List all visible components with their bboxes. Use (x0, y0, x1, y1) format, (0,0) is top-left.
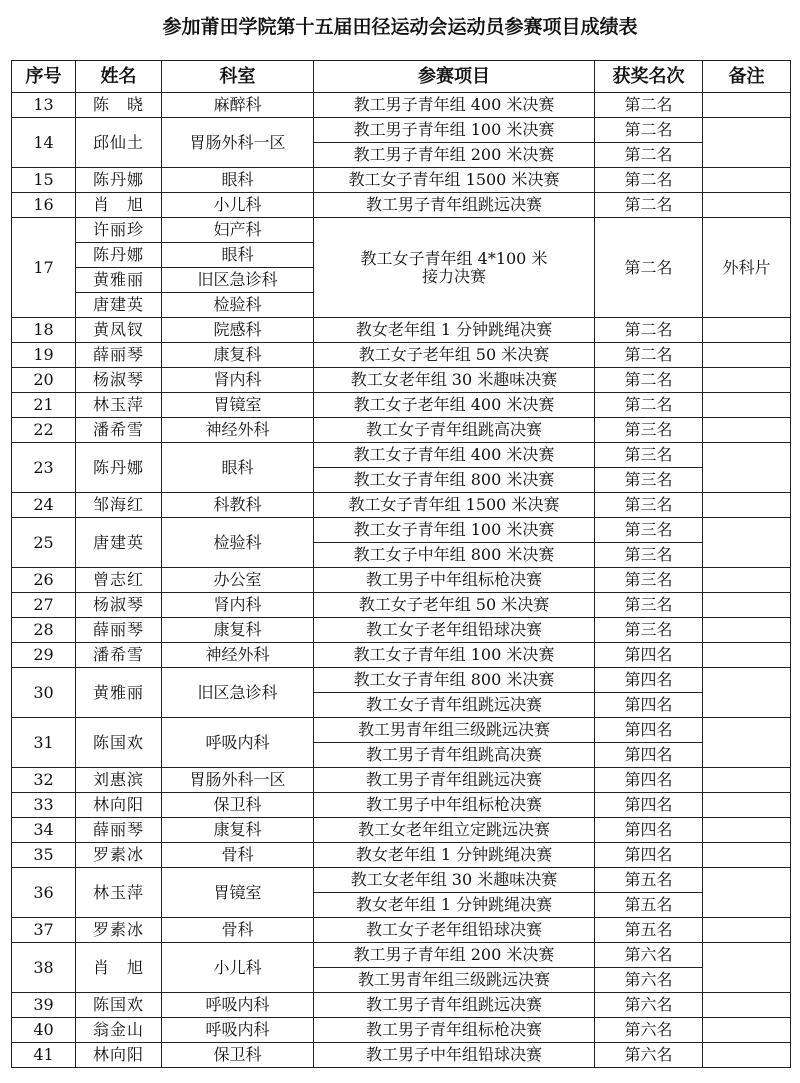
table-row (12, 918, 791, 943)
cell-name: 邱仙土 (76, 118, 162, 168)
cell-rank: 第四名 (595, 843, 703, 868)
cell-no: 27 (12, 593, 76, 618)
cell-event: 教工女老年组 30 米趣味决赛 (314, 868, 595, 893)
cell-rank: 第六名 (595, 943, 703, 968)
table-row (12, 993, 791, 1018)
cell-name: 肖 旭 (76, 193, 162, 218)
cell-note (703, 1018, 791, 1043)
cell-note (703, 618, 791, 643)
cell-dept: 胃镜室 (162, 868, 314, 918)
cell-name: 唐建英 (76, 518, 162, 568)
cell-no: 25 (12, 518, 76, 568)
cell-no: 24 (12, 493, 76, 518)
cell-no: 39 (12, 993, 76, 1018)
cell-rank: 第二名 (595, 343, 703, 368)
cell-no: 13 (12, 93, 76, 118)
cell-event: 教工男子青年组跳远决赛 (314, 993, 595, 1018)
cell-name: 陈丹娜 (76, 168, 162, 193)
cell-name: 薛丽琴 (76, 343, 162, 368)
cell-event: 教女老年组 1 分钟跳绳决赛 (314, 318, 595, 343)
cell-dept: 麻醉科 (162, 93, 314, 118)
cell-event: 教工女老年组 30 米趣味决赛 (314, 368, 595, 393)
cell-event: 教工男子青年组跳远决赛 (314, 193, 595, 218)
cell-dept: 办公室 (162, 568, 314, 593)
table-row (12, 168, 791, 193)
header-event: 参赛项目 (314, 61, 595, 93)
cell-rank: 第四名 (595, 793, 703, 818)
table-row (12, 568, 791, 593)
cell-no: 23 (12, 443, 76, 493)
cell-event: 教工女子青年组 800 米决赛 (314, 468, 595, 493)
cell-rank: 第三名 (595, 593, 703, 618)
cell-name: 黄雅丽 (76, 268, 162, 293)
cell-no: 30 (12, 668, 76, 718)
cell-no: 40 (12, 1018, 76, 1043)
cell-event: 教工女子青年组 1500 米决赛 (314, 493, 595, 518)
cell-name: 黄雅丽 (76, 668, 162, 718)
cell-name: 邹海红 (76, 493, 162, 518)
cell-no: 37 (12, 918, 76, 943)
table-row (12, 118, 791, 143)
cell-dept: 保卫科 (162, 793, 314, 818)
cell-no: 28 (12, 618, 76, 643)
cell-rank: 第二名 (595, 393, 703, 418)
cell-name: 罗素冰 (76, 843, 162, 868)
cell-name: 黄凤钗 (76, 318, 162, 343)
cell-event: 教工男青年组三级跳远决赛 (314, 718, 595, 743)
cell-note (703, 868, 791, 918)
cell-name: 陈丹娜 (76, 443, 162, 493)
cell-no: 14 (12, 118, 76, 168)
cell-name: 翁金山 (76, 1018, 162, 1043)
cell-no: 35 (12, 843, 76, 868)
cell-dept: 检验科 (162, 518, 314, 568)
cell-rank: 第五名 (595, 893, 703, 918)
cell-rank: 第六名 (595, 1018, 703, 1043)
cell-no: 18 (12, 318, 76, 343)
cell-no: 15 (12, 168, 76, 193)
cell-event: 教女老年组 1 分钟跳绳决赛 (314, 893, 595, 918)
cell-event: 教工女子老年组 400 米决赛 (314, 393, 595, 418)
cell-no: 20 (12, 368, 76, 393)
cell-rank: 第三名 (595, 443, 703, 468)
cell-rank: 第五名 (595, 918, 703, 943)
cell-note (703, 493, 791, 518)
cell-no: 19 (12, 343, 76, 368)
cell-event: 教工男子中年组标枪决赛 (314, 793, 595, 818)
table-row (12, 418, 791, 443)
table-row (12, 443, 791, 468)
cell-no: 32 (12, 768, 76, 793)
cell-note (703, 993, 791, 1018)
cell-note (703, 918, 791, 943)
cell-event: 教工男子青年组跳远决赛 (314, 768, 595, 793)
cell-name: 曾志红 (76, 568, 162, 593)
cell-no: 34 (12, 818, 76, 843)
cell-rank: 第六名 (595, 968, 703, 993)
cell-dept: 保卫科 (162, 1043, 314, 1068)
cell-rank: 第二名 (595, 193, 703, 218)
cell-rank: 第三名 (595, 493, 703, 518)
cell-event: 教工女子老年组铅球决赛 (314, 918, 595, 943)
cell-rank: 第四名 (595, 743, 703, 768)
cell-dept: 呼吸内科 (162, 993, 314, 1018)
cell-dept: 妇产科 (162, 218, 314, 243)
header-row (12, 61, 791, 93)
cell-note (703, 443, 791, 493)
cell-note (703, 643, 791, 668)
cell-name: 杨淑琴 (76, 368, 162, 393)
cell-rank: 第五名 (595, 868, 703, 893)
cell-dept: 胃肠外科一区 (162, 768, 314, 793)
cell-dept: 旧区急诊科 (162, 668, 314, 718)
cell-note (703, 943, 791, 993)
cell-name: 陈 晓 (76, 93, 162, 118)
cell-rank: 第二名 (595, 143, 703, 168)
cell-no: 41 (12, 1043, 76, 1068)
cell-name: 肖 旭 (76, 943, 162, 993)
cell-event: 教工男子青年组 400 米决赛 (314, 93, 595, 118)
cell-event: 教工女子老年组铅球决赛 (314, 618, 595, 643)
table-row (12, 618, 791, 643)
cell-event: 教工女子青年组跳高决赛 (314, 418, 595, 443)
table-row (12, 193, 791, 218)
table-row (12, 718, 791, 743)
cell-event: 教工男子青年组跳高决赛 (314, 743, 595, 768)
table-row (12, 868, 791, 893)
table-row (12, 768, 791, 793)
cell-dept: 检验科 (162, 293, 314, 318)
cell-no: 38 (12, 943, 76, 993)
table-row (12, 1043, 791, 1068)
cell-no: 31 (12, 718, 76, 768)
cell-name: 陈丹娜 (76, 243, 162, 268)
cell-note (703, 668, 791, 718)
cell-event: 教工女子中年组 800 米决赛 (314, 543, 595, 568)
cell-rank: 第三名 (595, 568, 703, 593)
cell-name: 陈国欢 (76, 718, 162, 768)
table-row (12, 393, 791, 418)
cell-note (703, 793, 791, 818)
cell-name: 潘希雪 (76, 418, 162, 443)
cell-rank: 第二名 (595, 93, 703, 118)
cell-no: 21 (12, 393, 76, 418)
cell-event: 教工女子老年组 50 米决赛 (314, 593, 595, 618)
cell-note: 外科片 (703, 218, 791, 318)
cell-dept: 胃镜室 (162, 393, 314, 418)
cell-dept: 小儿科 (162, 943, 314, 993)
cell-event: 教工女子青年组跳远决赛 (314, 693, 595, 718)
cell-note (703, 393, 791, 418)
cell-rank: 第四名 (595, 818, 703, 843)
table-row (12, 668, 791, 693)
cell-name: 许丽珍 (76, 218, 162, 243)
cell-note (703, 843, 791, 868)
cell-note (703, 768, 791, 793)
cell-note (703, 593, 791, 618)
table-row (12, 318, 791, 343)
cell-rank: 第四名 (595, 693, 703, 718)
cell-rank: 第六名 (595, 1043, 703, 1068)
cell-event: 教工女子青年组 100 米决赛 (314, 643, 595, 668)
cell-no: 29 (12, 643, 76, 668)
cell-dept: 旧区急诊科 (162, 268, 314, 293)
cell-name: 林玉萍 (76, 868, 162, 918)
cell-rank: 第三名 (595, 518, 703, 543)
cell-event: 教工女子青年组 1500 米决赛 (314, 168, 595, 193)
cell-note (703, 118, 791, 168)
cell-no: 16 (12, 193, 76, 218)
table-row (12, 943, 791, 968)
cell-dept: 眼科 (162, 243, 314, 268)
cell-name: 罗素冰 (76, 918, 162, 943)
cell-name: 林向阳 (76, 1043, 162, 1068)
cell-event: 教工男子青年组标枪决赛 (314, 1018, 595, 1043)
cell-rank: 第四名 (595, 718, 703, 743)
cell-rank: 第六名 (595, 993, 703, 1018)
cell-event: 教工女老年组立定跳远决赛 (314, 818, 595, 843)
cell-name: 陈国欢 (76, 993, 162, 1018)
cell-rank: 第二名 (595, 218, 703, 318)
cell-event: 教工男青年组三级跳远决赛 (314, 968, 595, 993)
header-note: 备注 (703, 61, 791, 93)
cell-name: 林向阳 (76, 793, 162, 818)
cell-note (703, 193, 791, 218)
cell-no: 22 (12, 418, 76, 443)
cell-dept: 眼科 (162, 168, 314, 193)
cell-event: 教工男子中年组标枪决赛 (314, 568, 595, 593)
table-row (12, 493, 791, 518)
header-name: 姓名 (76, 61, 162, 93)
cell-note (703, 368, 791, 393)
cell-rank: 第四名 (595, 643, 703, 668)
table-row (12, 343, 791, 368)
cell-name: 薛丽琴 (76, 618, 162, 643)
cell-note (703, 93, 791, 118)
cell-dept: 神经外科 (162, 643, 314, 668)
table-body (12, 93, 791, 1068)
cell-no: 26 (12, 568, 76, 593)
table-row (12, 218, 791, 243)
cell-name: 林玉萍 (76, 393, 162, 418)
cell-event: 教工女子老年组 50 米决赛 (314, 343, 595, 368)
cell-note (703, 518, 791, 568)
cell-note (703, 168, 791, 193)
cell-note (703, 418, 791, 443)
cell-rank: 第三名 (595, 468, 703, 493)
cell-event: 教工男子青年组 200 米决赛 (314, 943, 595, 968)
header-rank: 获奖名次 (595, 61, 703, 93)
cell-rank: 第二名 (595, 368, 703, 393)
table-row (12, 843, 791, 868)
cell-name: 杨淑琴 (76, 593, 162, 618)
cell-note (703, 818, 791, 843)
table-row (12, 93, 791, 118)
cell-rank: 第二名 (595, 168, 703, 193)
cell-event: 教工女子青年组 4*100 米 接力决赛 (314, 218, 595, 318)
cell-rank: 第二名 (595, 118, 703, 143)
cell-no: 33 (12, 793, 76, 818)
cell-rank: 第三名 (595, 418, 703, 443)
cell-name: 唐建英 (76, 293, 162, 318)
cell-dept: 呼吸内科 (162, 1018, 314, 1043)
cell-event: 教女老年组 1 分钟跳绳决赛 (314, 843, 595, 868)
table-row (12, 818, 791, 843)
cell-name: 潘希雪 (76, 643, 162, 668)
cell-dept: 眼科 (162, 443, 314, 493)
cell-dept: 骨科 (162, 843, 314, 868)
cell-no: 17 (12, 218, 76, 318)
results-table (11, 60, 791, 1068)
cell-note (703, 318, 791, 343)
cell-name: 刘惠滨 (76, 768, 162, 793)
table-row (12, 643, 791, 668)
table-row (12, 368, 791, 393)
cell-note (703, 343, 791, 368)
cell-dept: 小儿科 (162, 193, 314, 218)
cell-dept: 科教科 (162, 493, 314, 518)
cell-dept: 骨科 (162, 918, 314, 943)
cell-event: 教工女子青年组 800 米决赛 (314, 668, 595, 693)
header-dept: 科室 (162, 61, 314, 93)
cell-dept: 肾内科 (162, 368, 314, 393)
table-row (12, 1018, 791, 1043)
cell-no: 36 (12, 868, 76, 918)
cell-rank: 第二名 (595, 318, 703, 343)
cell-rank: 第四名 (595, 768, 703, 793)
cell-dept: 康复科 (162, 343, 314, 368)
cell-rank: 第四名 (595, 668, 703, 693)
cell-name: 薛丽琴 (76, 818, 162, 843)
page-title: 参加莆田学院第十五届田径运动会运动员参赛项目成绩表 (162, 16, 638, 38)
table-row (12, 593, 791, 618)
cell-event: 教工女子青年组 100 米决赛 (314, 518, 595, 543)
cell-event: 教工男子青年组 200 米决赛 (314, 143, 595, 168)
table-row (12, 793, 791, 818)
cell-dept: 康复科 (162, 618, 314, 643)
cell-rank: 第三名 (595, 543, 703, 568)
cell-event: 教工男子中年组铅球决赛 (314, 1043, 595, 1068)
cell-note (703, 1043, 791, 1068)
table-row (12, 518, 791, 543)
cell-dept: 胃肠外科一区 (162, 118, 314, 168)
header-no: 序号 (12, 61, 76, 93)
cell-note (703, 718, 791, 768)
cell-note (703, 568, 791, 593)
cell-rank: 第三名 (595, 618, 703, 643)
cell-dept: 肾内科 (162, 593, 314, 618)
cell-dept: 院感科 (162, 318, 314, 343)
cell-dept: 康复科 (162, 818, 314, 843)
cell-dept: 呼吸内科 (162, 718, 314, 768)
cell-event: 教工男子青年组 100 米决赛 (314, 118, 595, 143)
cell-dept: 神经外科 (162, 418, 314, 443)
cell-event: 教工女子青年组 400 米决赛 (314, 443, 595, 468)
